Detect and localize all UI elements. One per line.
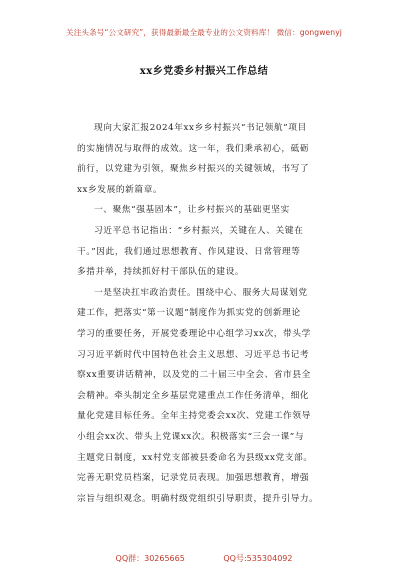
body-line: 会精神。牵头制定全乡基层党建重点工作任务清单，细化 <box>77 390 310 401</box>
document-body <box>77 118 337 509</box>
header-note: 关注头条号“公文研究”，获得最新最全最专业的公文资料库！ 微信：gongwenyj <box>66 28 342 37</box>
body-line: 完善无职党员档案，记录党员表现。加强思想教育，增强 <box>77 473 310 484</box>
body-line: 建工作，把落实“第一议题”制度作为抓实党的创新理论 <box>77 308 301 319</box>
body-line: 学习的重要任务，开展党委理论中心组学习xx次，带头学 <box>77 328 311 339</box>
body-line: 多措并举，持续抓好村干部队伍的建设。 <box>77 267 245 278</box>
body-line: 习近平总书记指出：“乡村振兴，关键在人、关键在 <box>94 225 304 236</box>
body-line: 前行，以党建为引领，聚焦乡村振兴的关键领域，书写了 <box>77 164 310 175</box>
body-line: 察xx重要讲话精神，以及党的二十届三中全会、省市县全 <box>77 370 311 381</box>
body-line: 的实施情况与取得的成效。这一年，我们秉承初心，砥砺 <box>77 143 310 154</box>
body-line: 现向大家汇报2024年xx乡乡村振兴“书记领航”项目 <box>94 123 307 133</box>
body-line: 干。”因此，我们通过思想教育、作风建设、日常管理等 <box>77 246 301 257</box>
footer-qq-group: QQ群：30265665 <box>115 554 185 563</box>
document-title: xx乡党委乡村振兴工作总结 <box>139 66 269 77</box>
body-line: xx乡发展的新篇章。 <box>77 184 163 195</box>
body-line: 习习近平新时代中国特色社会主义思想、习近平总书记考 <box>77 349 310 360</box>
body-line: 主题党日制度，xx村党支部被县委命名为县级xx党支部。 <box>77 452 313 463</box>
footer <box>0 553 408 564</box>
footer-qq-number: QQ号:535304092 <box>223 554 293 563</box>
body-line: 量化党建目标任务。全年主持党委会xx次、党建工作领导 <box>77 411 311 422</box>
body-line: 一、聚焦“强基固本”，让乡村振兴的基础更坚实 <box>94 205 290 216</box>
body-line: 小组会xx次、带头上党课xx次。积极落实“三会一课”与 <box>77 431 305 442</box>
body-line: 一是坚决扛牢政治责任。围绕中心、服务大局谋划党 <box>94 287 308 298</box>
body-line: 宗旨与组织观念。明确村级党组织引导职责，提升引导力。 <box>77 493 319 504</box>
